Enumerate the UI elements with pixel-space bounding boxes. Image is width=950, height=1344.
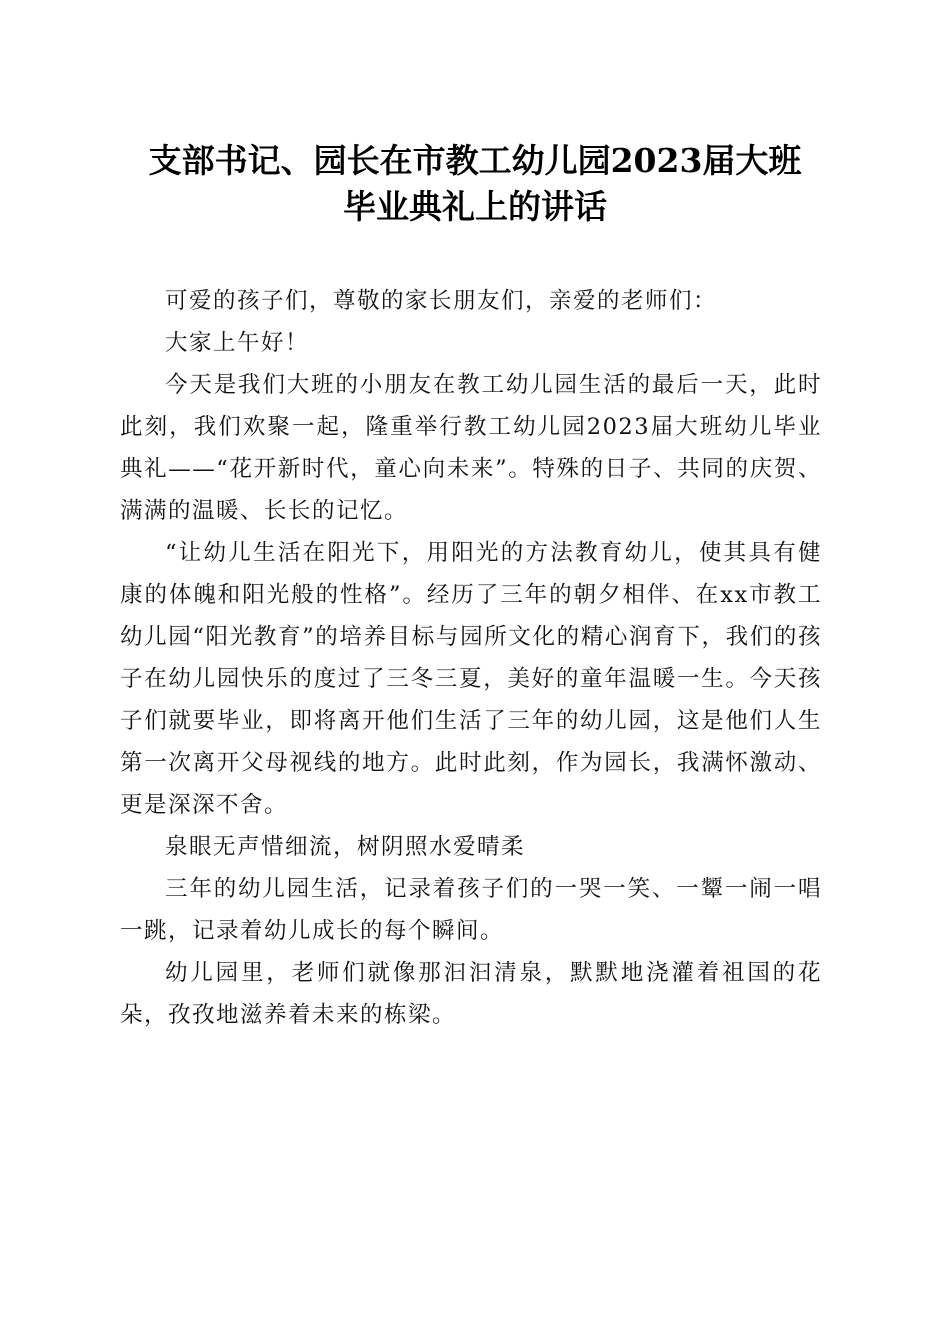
body-paragraph-2: “让幼儿生活在阳光下，用阳光的方法教育幼儿，使其具有健康的体魄和阳光般的性格”。经历了三年的朝夕相伴、在xx市教工幼儿园“阳光教育”的培养目标与园所文化的精心润育下，我们的孩子在幼儿园快乐的度过了三冬三夏，美好的童年温暖一生。今天孩子们就要毕业，即将离开他们生活了三年的幼儿园，这是他们人生第一次离开父母视线的地方。此时此刻，作为园长，我满怀激动、更是深深不舍。	[120, 540, 822, 818]
document-title	[100, 138, 850, 230]
greeting-paragraph: 大家上午好！	[165, 330, 310, 356]
title-line-2: 毕业典礼上的讲话	[343, 187, 607, 226]
title-line-1: 支部书记、园长在市教工幼儿园2023届大班	[148, 141, 802, 180]
body-paragraph-4: 幼儿园里，老师们就像那汩汩清泉，默默地浇灌着祖国的花朵，孜孜地滋养着未来的栋梁。	[120, 960, 822, 1028]
document-body	[120, 280, 822, 1036]
poem-line-paragraph: 泉眼无声惜细流，树阴照水爱晴柔	[165, 834, 526, 860]
body-paragraph-1: 今天是我们大班的小朋友在教工幼儿园生活的最后一天，此时此刻，我们欢聚一起，隆重举行教工幼儿园2023届大班幼儿毕业典礼——“花开新时代，童心向未来”。特殊的日子、共同的庆贺、满满的温暖、长长的记忆。	[120, 372, 822, 524]
body-paragraph-3: 三年的幼儿园生活，记录着孩子们的一哭一笑、一颦一闹一唱一跳，记录着幼儿成长的每个瞬间。	[120, 876, 822, 944]
salutation-paragraph: 可爱的孩子们，尊敬的家长朋友们，亲爱的老师们：	[165, 288, 718, 314]
